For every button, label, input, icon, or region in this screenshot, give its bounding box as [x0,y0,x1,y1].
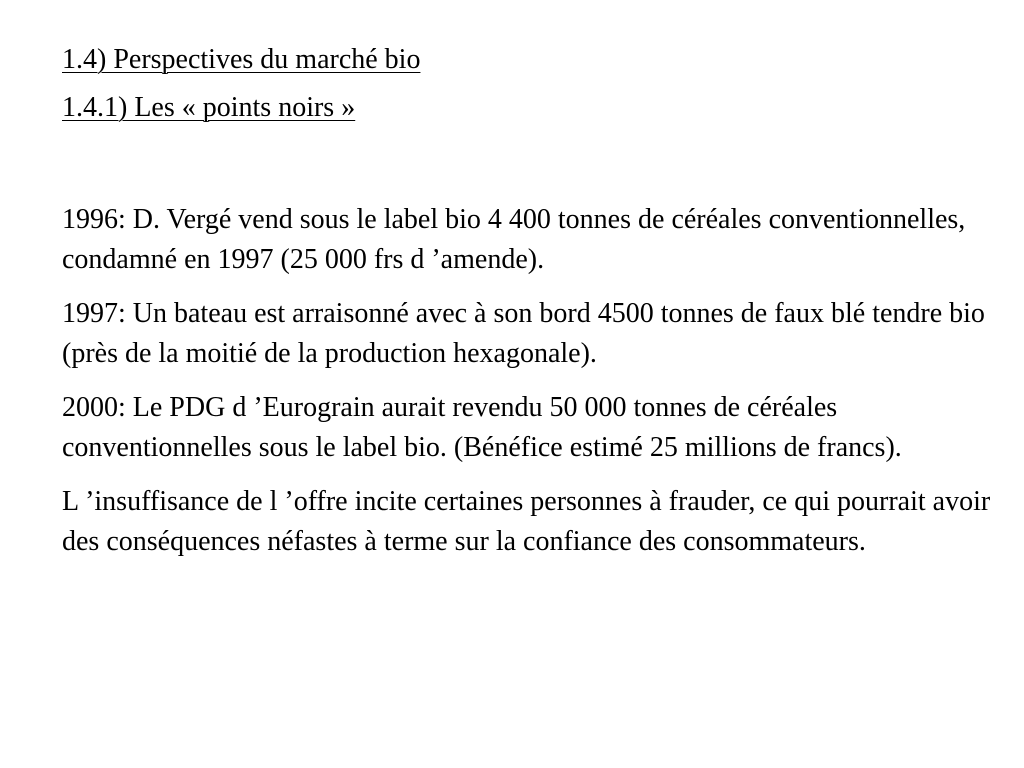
slide-content [62,40,992,576]
section-title: 1.4) Perspectives du marché bio [62,44,421,75]
paragraph-2000: 2000: Le PDG d ’Eurograin aurait revendu 50 000 tonnes de céréales conventionnelles sous le label bio. (Bénéfice estimé 25 millions de francs). [62,392,902,463]
paragraph-conclusion: L ’insuffisance de l ’offre incite certaines personnes à frauder, ce qui pourrait avoir des conséquences néfastes à terme sur la confiance des consommateurs. [62,486,991,557]
subsection-title: 1.4.1) Les « points noirs » [62,92,356,123]
paragraph-1997: 1997: Un bateau est arraisonné avec à son bord 4500 tonnes de faux blé tendre bio (près de la moitié de la production hexagonale). [62,298,985,369]
paragraph-1996: 1996: D. Vergé vend sous le label bio 4 400 tonnes de céréales conventionnelles, condamné en 1997 (25 000 frs d ’amende). [62,204,966,275]
